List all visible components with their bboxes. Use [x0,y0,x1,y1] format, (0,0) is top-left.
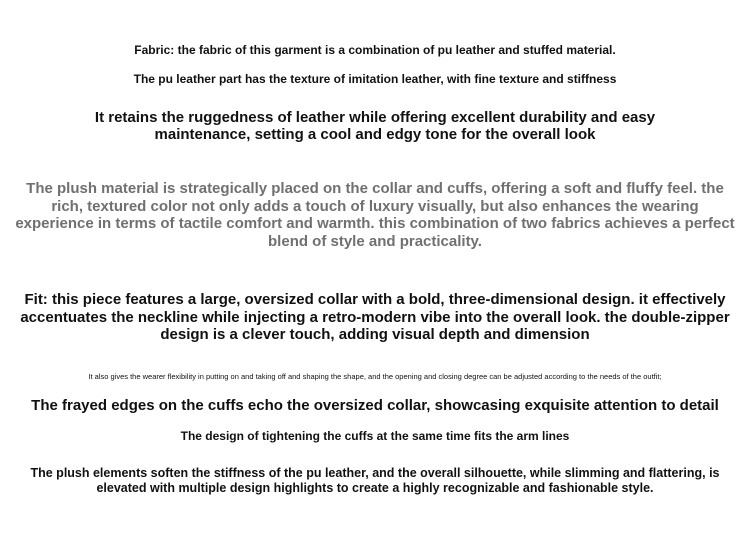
pu-leather-texture-text: The pu leather part has the texture of imitation leather, with fine texture and stiffness [133,72,617,86]
cuff-tightening-text: The design of tightening the cuffs at the same time fits the arm lines [180,429,570,443]
leather-durability-text: It retains the ruggedness of leather while offering excellent durability and easy maintenance, setting a cool and edgy tone for the overall look [94,109,656,143]
plush-material-text: The plush material is strategically placed on the collar and cuffs, offering a soft and fluffy feel. the rich, textured color not only adds a touch of luxury visually, but also enhances the wearing experience in terms of tactile comfort and warmth. this combination of two fabrics achieves a perfect blend of style and practicality. [15,180,735,250]
silhouette-summary-text: The plush elements soften the stiffness of the pu leather, and the overall silhouette, while slimming and flattering, is elevated with multiple design highlights to create a highly recognizable and fashionable style. [30,466,720,495]
flexibility-note-text: It also gives the wearer flexibility in putting on and taking off and shaping the shape, and the opening and closing degree can be adjusted according to the needs of the outfit; [88,372,662,381]
fabric-intro-text: Fabric: the fabric of this garment is a combination of pu leather and stuffed material. [134,43,616,57]
frayed-cuffs-text: The frayed edges on the cuffs echo the oversized collar, showcasing exquisite attention to detail [31,397,719,414]
fit-collar-text: Fit: this piece features a large, oversized collar with a bold, three-dimensional design. it effectively accentuates the neckline while injecting a retro-modern vibe into the overall look. the double-zipper design is a clever touch, adding visual depth and dimension [20,291,730,343]
